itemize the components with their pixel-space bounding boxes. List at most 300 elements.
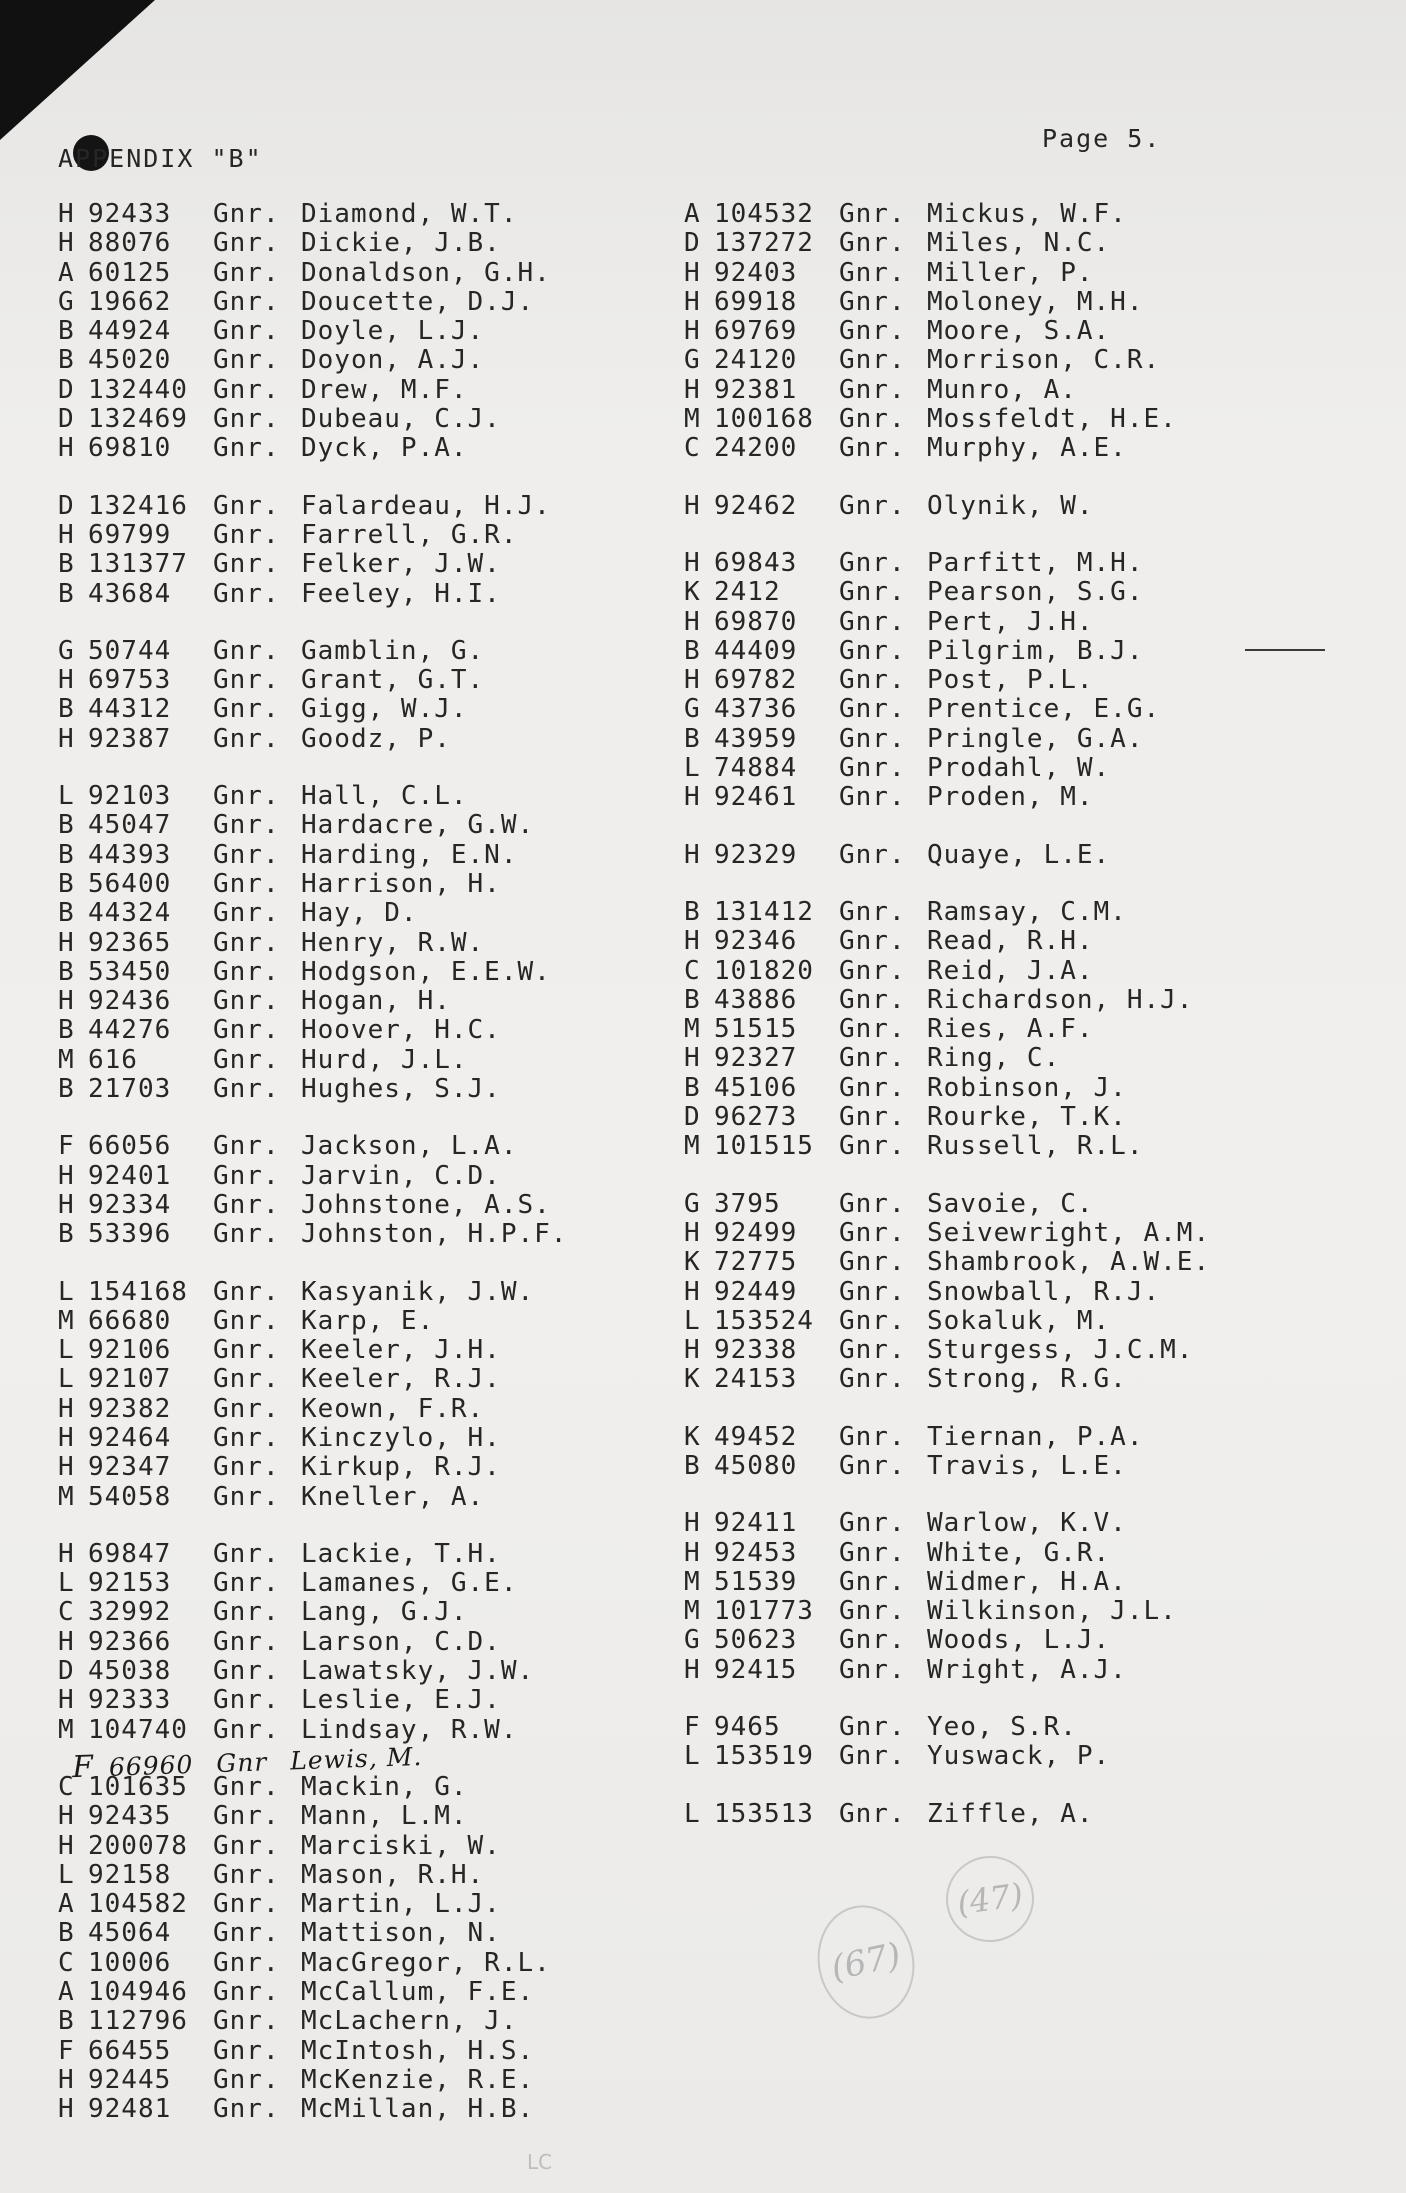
unit-letter: A — [58, 257, 75, 288]
rank: Gnr. — [213, 868, 280, 899]
unit-letter: H — [684, 1508, 701, 1539]
roster-row — [684, 549, 1210, 578]
roster-row — [684, 986, 1210, 1015]
service-number: 53450 — [88, 956, 172, 987]
unit-letter: M — [58, 1481, 75, 1512]
service-number: 92464 — [88, 1422, 172, 1453]
service-number: 44393 — [88, 839, 172, 870]
service-number: 72775 — [714, 1247, 798, 1278]
roster-row — [684, 1713, 1210, 1742]
soldier-name: Kneller, A. — [301, 1481, 485, 1512]
unit-letter: C — [58, 1771, 75, 1802]
roster-row — [58, 1657, 567, 1686]
service-number: 92338 — [714, 1335, 798, 1366]
soldier-name: Miles, N.C. — [927, 228, 1111, 259]
roster-row — [684, 1597, 1210, 1626]
unit-letter: B — [58, 839, 75, 870]
roster-row — [58, 229, 567, 258]
soldier-name: Ring, C. — [927, 1043, 1061, 1074]
soldier-name: Grant, G.T. — [301, 665, 485, 696]
unit-letter: B — [58, 1219, 75, 1250]
roster-row — [58, 550, 567, 579]
roster-row — [58, 782, 567, 811]
appendix-title: APPENDIX "B" — [58, 144, 263, 173]
roster-row — [58, 1890, 567, 1919]
rank: Gnr. — [213, 2064, 280, 2095]
roster-row — [58, 2037, 567, 2066]
soldier-name: Hardacre, G.W. — [301, 810, 535, 841]
soldier-name: Russell, R.L. — [927, 1131, 1144, 1162]
service-number: 21703 — [88, 1074, 172, 1105]
unit-letter: M — [684, 1014, 701, 1045]
soldier-name: Miller, P. — [927, 257, 1094, 288]
soldier-name: Richardson, H.J. — [927, 984, 1194, 1015]
service-number: 92461 — [714, 782, 798, 813]
rank: Gnr. — [839, 316, 906, 347]
soldier-name: Dickie, J.B. — [301, 228, 501, 259]
soldier-name: Quaye, L.E. — [927, 839, 1111, 870]
unit-letter: H — [58, 1452, 75, 1483]
service-number: 92499 — [714, 1217, 798, 1248]
rank: Gnr. — [839, 694, 906, 725]
soldier-name: Larson, C.D. — [301, 1626, 501, 1657]
service-number: 200078 — [88, 1830, 188, 1861]
soldier-name: Snowball, R.J. — [927, 1276, 1161, 1307]
soldier-name: Yuswack, P. — [927, 1741, 1111, 1772]
unit-letter: G — [58, 635, 75, 666]
unit-letter: K — [684, 1247, 701, 1278]
unit-letter: H — [684, 374, 701, 405]
service-number: 10006 — [88, 1947, 172, 1978]
roster-row — [58, 1278, 567, 1307]
service-number: 43684 — [88, 578, 172, 609]
roster-row — [58, 1628, 567, 1657]
roster-row — [58, 1453, 567, 1482]
soldier-name: Robinson, J. — [927, 1072, 1127, 1103]
unit-letter: L — [684, 1798, 701, 1829]
unit-letter: H — [684, 1217, 701, 1248]
roster-row — [684, 1800, 1210, 1829]
soldier-name: Dubeau, C.J. — [301, 404, 501, 435]
roster-row — [58, 958, 567, 987]
rank: Gnr. — [839, 606, 906, 637]
handwritten-name: Lewis, M. — [289, 1741, 423, 1776]
service-number: 104582 — [88, 1889, 188, 1920]
roster-row — [58, 1395, 567, 1424]
roster-row — [58, 1540, 567, 1569]
soldier-name: Reid, J.A. — [927, 955, 1094, 986]
soldier-name: Prentice, E.G. — [927, 694, 1161, 725]
soldier-name: Mann, L.M. — [301, 1801, 468, 1832]
soldier-name: Lindsay, R.W. — [301, 1714, 518, 1745]
service-number: 92445 — [88, 2064, 172, 2095]
roster-row — [58, 1686, 567, 1715]
service-number: 43736 — [714, 694, 798, 725]
roster-row — [58, 317, 567, 346]
soldier-name: Mickus, W.F. — [927, 199, 1127, 229]
soldier-name: Doyon, A.J. — [301, 345, 485, 376]
roster-row — [684, 1452, 1210, 1481]
service-number: 24120 — [714, 345, 798, 376]
unit-letter: H — [684, 316, 701, 347]
roster-row — [684, 317, 1210, 346]
rank: Gnr. — [213, 1859, 280, 1890]
rank: Gnr. — [839, 547, 906, 578]
soldier-name: Felker, J.W. — [301, 549, 501, 580]
rank: Gnr. — [213, 1276, 280, 1307]
unit-letter: B — [684, 1450, 701, 1481]
service-number: 74884 — [714, 753, 798, 784]
soldier-name: MacGregor, R.L. — [301, 1947, 551, 1978]
soldier-name: Mason, R.H. — [301, 1859, 485, 1890]
roster-row — [684, 1132, 1210, 1161]
rank: Gnr. — [213, 1044, 280, 1075]
roster-row — [58, 376, 567, 405]
rank: Gnr. — [213, 316, 280, 347]
rank: Gnr. — [213, 2006, 280, 2037]
unit-letter: B — [58, 694, 75, 725]
service-number: 69918 — [714, 286, 798, 317]
service-number: 45064 — [88, 1918, 172, 1949]
service-number: 92106 — [88, 1335, 172, 1366]
service-number: 104946 — [88, 1977, 188, 2008]
soldier-name: Hughes, S.J. — [301, 1074, 501, 1105]
roster-row — [684, 259, 1210, 288]
unit-letter: B — [58, 868, 75, 899]
roster-row — [58, 1978, 567, 2007]
unit-letter: B — [684, 1072, 701, 1103]
soldier-name: Post, P.L. — [927, 665, 1094, 696]
service-number: 92366 — [88, 1626, 172, 1657]
soldier-name: Feeley, H.I. — [301, 578, 501, 609]
rank: Gnr. — [839, 433, 906, 464]
rank: Gnr. — [213, 1160, 280, 1191]
soldier-name: Martin, L.J. — [301, 1889, 501, 1920]
soldier-name: Donaldson, G.H. — [301, 257, 551, 288]
roster-row — [58, 1016, 567, 1045]
roster-row — [58, 1949, 567, 1978]
soldier-name: Morrison, C.R. — [927, 345, 1161, 376]
unit-letter: B — [58, 898, 75, 929]
unit-letter: C — [58, 1947, 75, 1978]
soldier-name: Goodz, P. — [301, 723, 451, 754]
service-number: 92327 — [714, 1043, 798, 1074]
soldier-name: Falardeau, H.J. — [301, 490, 551, 521]
service-number: 92435 — [88, 1801, 172, 1832]
roster-row — [684, 898, 1210, 927]
rank: Gnr. — [213, 1452, 280, 1483]
service-number: 92334 — [88, 1189, 172, 1220]
rank: Gnr. — [839, 404, 906, 435]
rank: Gnr. — [213, 1015, 280, 1046]
unit-letter: H — [684, 1043, 701, 1074]
soldier-name: Rourke, T.K. — [927, 1102, 1127, 1133]
soldier-name: McIntosh, H.S. — [301, 2035, 535, 2066]
soldier-name: Pringle, G.A. — [927, 723, 1144, 754]
roster-row — [684, 1423, 1210, 1452]
soldier-name: White, G.R. — [927, 1537, 1111, 1568]
rank: Gnr. — [839, 635, 906, 666]
soldier-name: Kinczylo, H. — [301, 1422, 501, 1453]
unit-letter: H — [58, 986, 75, 1017]
rank: Gnr. — [839, 1247, 906, 1278]
soldier-name: Widmer, H.A. — [927, 1566, 1127, 1597]
rank: Gnr. — [839, 286, 906, 317]
service-number: 92433 — [88, 199, 172, 229]
unit-letter: G — [58, 286, 75, 317]
service-number: 32992 — [88, 1597, 172, 1628]
roster-row — [684, 1656, 1210, 1685]
unit-letter: H — [58, 199, 75, 229]
roster-row — [684, 1307, 1210, 1336]
service-number: 92436 — [88, 986, 172, 1017]
unit-letter: L — [684, 1741, 701, 1772]
unit-letter: H — [58, 723, 75, 754]
unit-letter: M — [684, 1566, 701, 1597]
rank: Gnr. — [213, 635, 280, 666]
service-number: 101773 — [714, 1596, 814, 1627]
rank: Gnr. — [839, 1450, 906, 1481]
service-number: 3795 — [714, 1188, 781, 1219]
soldier-name: Doyle, L.J. — [301, 316, 485, 347]
service-number: 51515 — [714, 1014, 798, 1045]
soldier-name: McMillan, H.B. — [301, 2094, 535, 2125]
soldier-name: Warlow, K.V. — [927, 1508, 1127, 1539]
soldier-name: Harrison, H. — [301, 868, 501, 899]
unit-letter: D — [684, 228, 701, 259]
unit-letter: M — [684, 1131, 701, 1162]
service-number: 137272 — [714, 228, 814, 259]
rank: Gnr. — [839, 926, 906, 957]
roster-row — [684, 783, 1210, 812]
rank: Gnr. — [839, 665, 906, 696]
rank: Gnr. — [839, 1741, 906, 1772]
service-number: 69870 — [714, 606, 798, 637]
rank: Gnr. — [213, 1685, 280, 1716]
rank: Gnr. — [839, 1043, 906, 1074]
rank: Gnr. — [839, 257, 906, 288]
unit-letter: G — [684, 1188, 701, 1219]
roster-row — [58, 1132, 567, 1161]
rank: Gnr. — [839, 1421, 906, 1452]
soldier-name: Olynik, W. — [927, 490, 1094, 521]
roster-row — [58, 811, 567, 840]
service-number: 92365 — [88, 927, 172, 958]
unit-letter: H — [684, 1537, 701, 1568]
roster-row — [58, 1046, 567, 1075]
unit-letter: L — [58, 781, 75, 812]
service-number: 24153 — [714, 1364, 798, 1395]
roster-row — [58, 1191, 567, 1220]
soldier-name: Murphy, A.E. — [927, 433, 1127, 464]
rank: Gnr. — [213, 1189, 280, 1220]
rank: Gnr. — [213, 374, 280, 405]
service-number: 92107 — [88, 1364, 172, 1395]
soldier-name: Hay, D. — [301, 898, 418, 929]
roster-row — [58, 1307, 567, 1336]
rank: Gnr. — [213, 1626, 280, 1657]
roster-row — [58, 725, 567, 754]
unit-letter: B — [58, 1015, 75, 1046]
soldier-name: Mattison, N. — [301, 1918, 501, 1949]
rank: Gnr. — [213, 1074, 280, 1105]
roster-row — [684, 405, 1210, 434]
service-number: 131377 — [88, 549, 188, 580]
roster-row — [58, 2095, 567, 2124]
roster-row — [58, 1336, 567, 1365]
soldier-name: Keeler, R.J. — [301, 1364, 501, 1395]
rank: Gnr. — [213, 1131, 280, 1162]
roster-row — [58, 870, 567, 899]
roster-row — [58, 929, 567, 958]
page-number: Page 5. — [1042, 124, 1162, 153]
service-number: 50744 — [88, 635, 172, 666]
unit-letter: H — [684, 839, 701, 870]
rank: Gnr. — [213, 665, 280, 696]
unit-letter: B — [684, 896, 701, 927]
soldier-name: Seivewright, A.M. — [927, 1217, 1211, 1248]
rank: Gnr. — [213, 1422, 280, 1453]
unit-letter: D — [58, 1656, 75, 1687]
service-number: 132416 — [88, 490, 188, 521]
unit-letter: F — [58, 2035, 75, 2066]
unit-letter: D — [58, 490, 75, 521]
service-number: 92158 — [88, 1859, 172, 1890]
rank: Gnr. — [213, 1918, 280, 1949]
roster-row — [684, 666, 1210, 695]
rank: Gnr. — [839, 723, 906, 754]
roster-row — [684, 288, 1210, 317]
rank: Gnr. — [213, 927, 280, 958]
rank: Gnr. — [839, 1508, 906, 1539]
roster-row — [684, 1365, 1210, 1394]
roster-row — [684, 1509, 1210, 1538]
roster-row — [684, 492, 1210, 521]
rank: Gnr. — [213, 1656, 280, 1687]
service-number: 92462 — [714, 490, 798, 521]
soldier-name: Keeler, J.H. — [301, 1335, 501, 1366]
soldier-name: Diamond, W.T. — [301, 199, 518, 229]
unit-letter: H — [58, 1422, 75, 1453]
roster-row — [58, 1075, 567, 1104]
rank: Gnr. — [839, 984, 906, 1015]
soldier-name: Kasyanik, J.W. — [301, 1276, 535, 1307]
roster-row — [684, 1074, 1210, 1103]
service-number: 101515 — [714, 1131, 814, 1162]
soldier-name: Mackin, G. — [301, 1771, 468, 1802]
service-number: 88076 — [88, 228, 172, 259]
unit-letter: B — [58, 1074, 75, 1105]
rank: Gnr. — [213, 433, 280, 464]
service-number: 54058 — [88, 1481, 172, 1512]
soldier-name: McKenzie, R.E. — [301, 2064, 535, 2095]
soldier-name: Doucette, D.J. — [301, 286, 535, 317]
service-number: 45038 — [88, 1656, 172, 1687]
service-number: 44924 — [88, 316, 172, 347]
roster-row — [684, 725, 1210, 754]
service-number: 154168 — [88, 1276, 188, 1307]
unit-letter: F — [684, 1712, 701, 1743]
service-number: 92449 — [714, 1276, 798, 1307]
roster-row — [684, 1015, 1210, 1044]
service-number: 43886 — [714, 984, 798, 1015]
service-number: 92329 — [714, 839, 798, 870]
service-number: 9465 — [714, 1712, 781, 1743]
rank: Gnr. — [213, 578, 280, 609]
handwritten-number: 66960 — [108, 1749, 194, 1782]
soldier-name: Marciski, W. — [301, 1830, 501, 1861]
service-number: 132440 — [88, 374, 188, 405]
roster-row — [58, 637, 567, 666]
soldier-name: McCallum, F.E. — [301, 1977, 535, 2008]
roster-row — [58, 666, 567, 695]
rank: Gnr. — [213, 956, 280, 987]
service-number: 92401 — [88, 1160, 172, 1191]
service-number: 53396 — [88, 1219, 172, 1250]
rank: Gnr. — [213, 1947, 280, 1978]
soldier-name: Karp, E. — [301, 1305, 435, 1336]
rank: Gnr. — [213, 898, 280, 929]
soldier-name: Pert, J.H. — [927, 606, 1094, 637]
soldier-name: Tiernan, P.A. — [927, 1421, 1144, 1452]
rank: Gnr. — [213, 199, 280, 229]
rank: Gnr. — [213, 519, 280, 550]
service-number: 44409 — [714, 635, 798, 666]
unit-letter: K — [684, 577, 701, 608]
soldier-name: Lang, G.J. — [301, 1597, 468, 1628]
soldier-name: Moloney, M.H. — [927, 286, 1144, 317]
service-number: 60125 — [88, 257, 172, 288]
unit-letter: M — [58, 1714, 75, 1745]
unit-letter: H — [684, 257, 701, 288]
roster-row — [684, 1336, 1210, 1365]
roster-row — [58, 434, 567, 463]
rank: Gnr. — [839, 577, 906, 608]
service-number: 44324 — [88, 898, 172, 929]
rank: Gnr. — [213, 2094, 280, 2125]
unit-letter: H — [684, 1654, 701, 1685]
rank: Gnr. — [213, 1335, 280, 1366]
rank: Gnr. — [839, 1596, 906, 1627]
unit-letter: B — [58, 316, 75, 347]
roster-row — [58, 1569, 567, 1598]
roster-row — [58, 492, 567, 521]
roster-row — [58, 259, 567, 288]
rank: Gnr. — [213, 228, 280, 259]
unit-letter: H — [684, 1276, 701, 1307]
right-column — [684, 200, 1210, 1829]
soldier-name: Dyck, P.A. — [301, 433, 468, 464]
rank: Gnr. — [213, 810, 280, 841]
unit-letter: G — [684, 345, 701, 376]
rank: Gnr. — [839, 1276, 906, 1307]
rank: Gnr. — [213, 404, 280, 435]
rank: Gnr. — [213, 1219, 280, 1250]
rank: Gnr. — [213, 1771, 280, 1802]
service-number: 50623 — [714, 1625, 798, 1656]
unit-letter: H — [58, 927, 75, 958]
roster-row — [58, 1365, 567, 1394]
service-number: 69769 — [714, 316, 798, 347]
roster-row — [58, 987, 567, 1016]
rank: Gnr. — [839, 782, 906, 813]
service-number: 92453 — [714, 1537, 798, 1568]
unit-letter: H — [58, 665, 75, 696]
soldier-name: Parfitt, M.H. — [927, 547, 1144, 578]
rank: Gnr. — [213, 1977, 280, 2008]
soldier-name: Strong, R.G. — [927, 1364, 1127, 1395]
unit-letter: B — [58, 810, 75, 841]
